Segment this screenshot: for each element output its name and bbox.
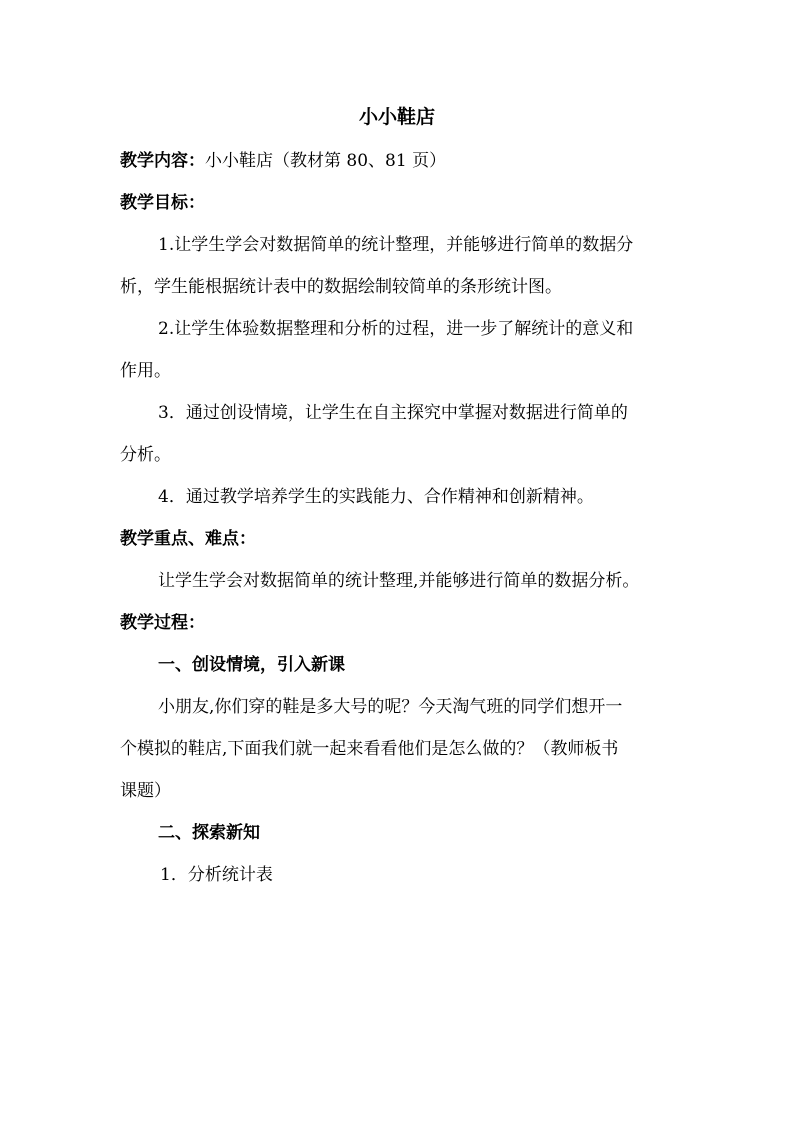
key-difficult-points-heading: 教学重点、难点： <box>120 529 256 549</box>
goal-1-line-2: 析，学生能根据统计表中的数据绘制较简单的条形统计图。 <box>120 277 562 297</box>
teaching-content-label: 教学内容： <box>120 151 205 171</box>
teaching-content-text: 小小鞋店（教材第 80、81 页） <box>205 151 447 171</box>
teaching-goals-heading: 教学目标： <box>120 193 205 213</box>
teaching-content-line <box>120 150 680 172</box>
goal-4-line: 4．通过教学培养学生的实践能力、合作精神和创新精神。 <box>158 487 594 507</box>
goal-3-line-2: 分析。 <box>120 445 171 465</box>
section-2-heading: 二、探索新知 <box>158 823 260 843</box>
goal-1-line-1: 1.让学生学会对数据简单的统计整理，并能够进行简单的数据分 <box>158 235 634 255</box>
goal-2-line-1: 2.让学生体验数据整理和分析的过程，进一步了解统计的意义和 <box>158 319 634 339</box>
section-1-para-line-3: 课题） <box>120 781 171 801</box>
section-1-para-line-2: 个模拟的鞋店,下面我们就一起来看看他们是怎么做的？（教师板书 <box>120 739 619 759</box>
goal-2-line-2: 作用。 <box>120 361 171 381</box>
section-2-item-1: 1．分析统计表 <box>160 865 273 885</box>
key-difficult-points-text: 让学生学会对数据简单的统计整理,并能够进行简单的数据分析。 <box>158 571 640 591</box>
document-title: 小小鞋店 <box>358 106 435 128</box>
goal-3-line-1: 3．通过创设情境，让学生在自主探究中掌握对数据进行简单的 <box>158 403 628 423</box>
section-1-para-line-1: 小朋友,你们穿的鞋是多大号的呢？今天淘气班的同学们想开一 <box>158 697 623 717</box>
section-1-heading: 一、创设情境，引入新课 <box>158 655 345 675</box>
teaching-process-heading: 教学过程： <box>120 613 205 633</box>
